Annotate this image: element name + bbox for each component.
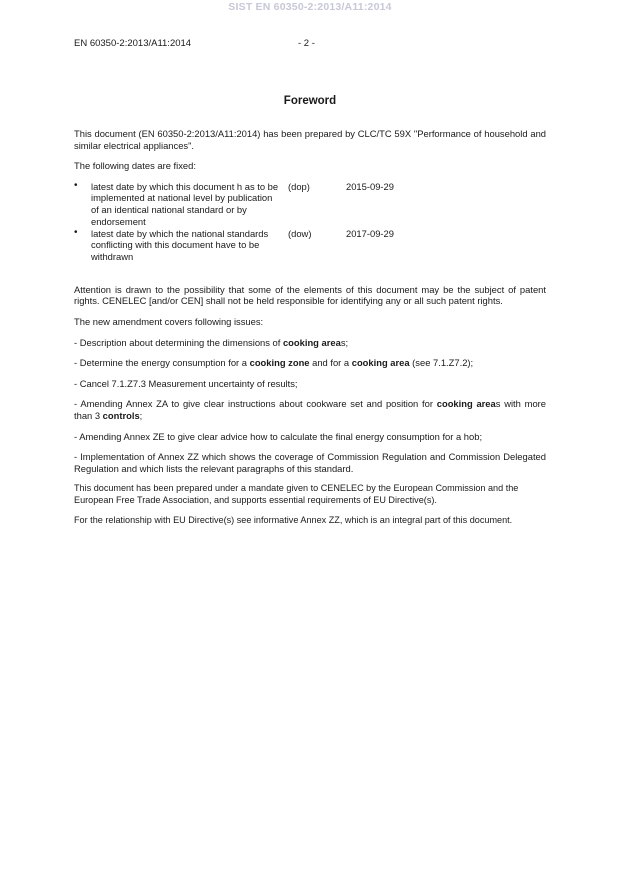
date-code: (dow) [288,227,312,239]
date-code: (dop) [288,180,310,192]
date-value: 2017-09-29 [346,227,394,239]
date-value: 2015-09-29 [346,180,394,192]
foreword-body [74,128,546,535]
issues-heading: The new amendment covers following issues: [74,315,264,327]
date-description: latest date by which this document h as to be implemented at national level by publication of an identical national standard or by endorsement [91,180,279,227]
date-description: latest date by which the national standards conflicting with this document have to be withdrawn [91,227,269,262]
page-title: Foreword [283,95,337,107]
header-page-number: - 2 - [298,38,315,49]
issue-item: - Implementation of Annex ZZ which shows the coverage of Commission Regulation and Commission Delegated Regulation and which lists the relevant paragraphs of this standard. [74,451,546,474]
mandate-paragraph: This document has been prepared under a mandate given to CENELEC by the European Commission and the European Free Trade Association, and supports essential requirements of EU Directive(s). [74,483,519,505]
attention-paragraph: Attention is drawn to the possibility that some of the elements of this document may be the subject of patent rights. CENELEC [and/or CEN] shall not be held responsible for identifying any or all such patent rights. [74,283,546,307]
issue-item: - Amending Annex ZA to give clear instructions about cookware set and position for cooking areas with more than 3 controls; [74,398,546,421]
issue-item: - Determine the energy consumption for a cooking zone and for a cooking area (see 7.1.Z7.2); [74,357,474,369]
dates-heading: The following dates are fixed: [74,160,196,172]
header-doc-id: EN 60350-2:2013/A11:2014 [74,38,192,49]
issue-item: - Amending Annex ZE to give clear advice how to calculate the final energy consumption for a hob; [74,430,483,442]
relationship-paragraph: For the relationship with EU Directive(s) see informative Annex ZZ, which is an integral part of this document. [74,514,513,525]
bullet-icon: • [74,226,78,238]
issue-item: - Cancel 7.1.Z7.3 Measurement uncertainty of results; [74,377,298,389]
bullet-icon: • [74,179,78,191]
intro-paragraph: This document (EN 60350-2:2013/A11:2014) has been prepared by CLC/TC 59X "Performance of household and similar electrical appliances". [74,128,546,151]
dates-list [74,181,546,273]
issue-item: - Description about determining the dimensions of cooking areas; [74,336,349,348]
watermark: SIST EN 60350-2:2013/A11:2014 [228,1,392,13]
